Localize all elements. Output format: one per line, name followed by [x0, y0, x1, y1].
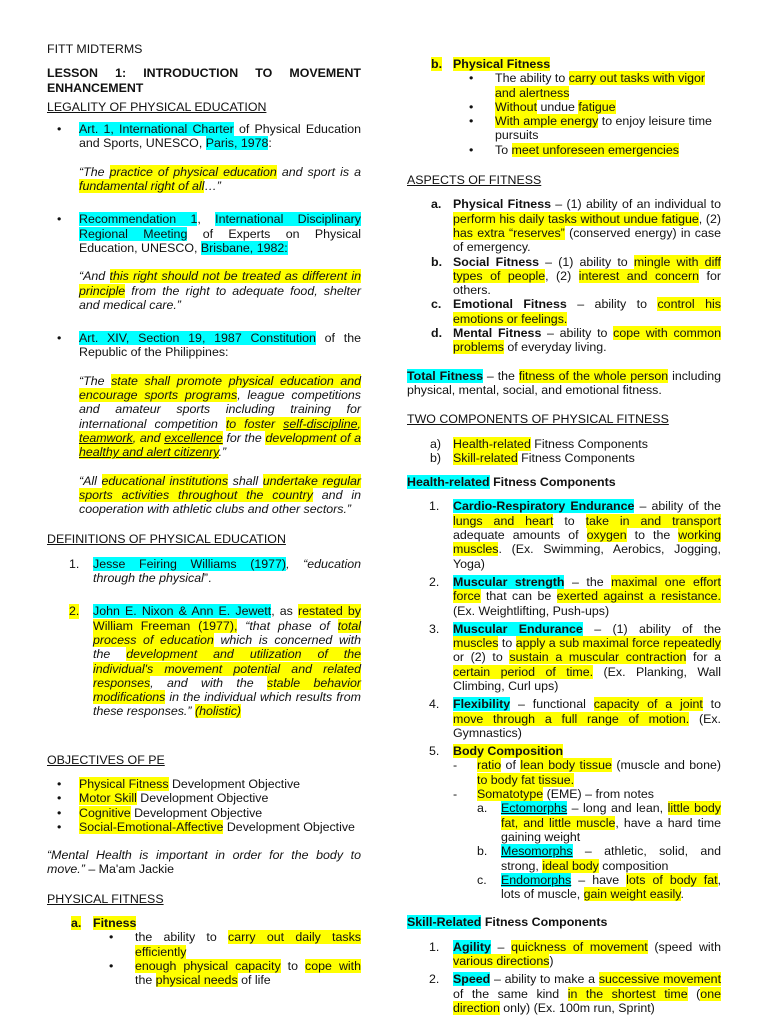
k2-5: ( [687, 986, 701, 1001]
s-b: b. [477, 844, 488, 859]
k1t: Agility [453, 939, 491, 954]
f1a: the ability to [135, 930, 229, 945]
dash-1: - [453, 758, 458, 773]
health-item-4 [407, 697, 721, 740]
charter-name: Art. 1, International Charter [79, 122, 234, 137]
h5t: Body Composition [453, 744, 564, 759]
k1-5: ) [549, 954, 554, 969]
q4c: shall [228, 473, 263, 488]
asp-b-t: Social Fitness [453, 254, 540, 269]
asp-b4: interest and concern [578, 268, 700, 283]
q3g: teamwork [79, 430, 133, 445]
component-b [407, 451, 721, 465]
pf-point-1 [407, 71, 721, 100]
k1-3: (speed with [647, 939, 721, 954]
i2e: Brisbane, 1982: [200, 240, 288, 255]
skill-item-2 [407, 972, 721, 1015]
comp-b2: Fitness Components [517, 450, 635, 465]
pf-label: b. [431, 57, 443, 71]
sr-n1: 1. [429, 939, 440, 954]
right-column [407, 57, 721, 1015]
d1b: , “education through the physical [93, 556, 361, 586]
sr-h-b: Fitness Components [481, 915, 608, 930]
h4-1: – functional [510, 697, 594, 712]
h3-2: muscles [453, 636, 499, 651]
left-column [47, 42, 361, 988]
skill-item-1 [407, 940, 721, 969]
q3h: , and [132, 430, 165, 445]
s3-3: lots of body fat [626, 872, 718, 887]
tf-c: fitness of the whole person [518, 368, 669, 383]
i3b: of the Republic of the Philippines: [79, 331, 361, 360]
d1a: Jesse Feiring Williams (1977) [93, 556, 287, 571]
s2-2: – athletic, solid, and strong, [501, 844, 721, 873]
h3-1: – (1) ability of the [582, 621, 722, 636]
bc2-2: (EME) – from notes [543, 787, 654, 802]
p3a: With ample energy [495, 114, 599, 129]
hr-h-a: Health-related [407, 475, 490, 490]
tf-a: Total Fitness [407, 368, 483, 383]
q4a: “All [79, 473, 102, 488]
h3-4: apply a sub maximal force repeatedly [515, 636, 721, 651]
o1b: Development Objective [168, 776, 301, 791]
comp-a-n: a) [430, 436, 442, 451]
somatotype-meso [407, 844, 721, 873]
hr-n5: 5. [429, 744, 440, 759]
body-comp-ratio [407, 758, 721, 787]
comp-b-n: b) [430, 450, 442, 465]
s1-1: Ectomorphs [501, 801, 568, 816]
component-a [407, 437, 721, 451]
comp-a1: Health-related [453, 436, 531, 451]
q1a: “The [79, 164, 110, 179]
h3-9: (Ex. Planking, Wall Climbing, Curl ups) [453, 664, 721, 693]
o4a: Social-Emotional-Affective [79, 819, 224, 834]
asp-a3: , (2) [698, 211, 721, 226]
two-components-heading: TWO COMPONENTS OF PHYSICAL FITNESS [407, 412, 669, 427]
h2t: Muscular strength [453, 574, 565, 589]
legality-quote-2 [47, 269, 361, 312]
physical-fitness-item [407, 57, 721, 71]
bc1-4: (muscle and bone) [611, 758, 721, 773]
d2e: total process of education [93, 618, 361, 647]
f2d: the [135, 973, 156, 988]
bc1-1: ratio [477, 758, 502, 773]
h3t: Muscular Endurance [453, 621, 583, 636]
objective-4 [47, 820, 361, 834]
s3-1: Endomorphs [501, 872, 572, 887]
o3a: Cognitive [79, 805, 131, 820]
s2-3: ideal body [542, 858, 599, 873]
h1-2: lungs and heart [453, 513, 554, 528]
f2b: to [280, 958, 306, 973]
q2b: this right should not be treated as different in principle [79, 269, 361, 298]
fitness-title: Fitness [93, 916, 137, 931]
h3-5: or (2) to [453, 650, 510, 665]
q3a: “The [79, 373, 112, 388]
i3a: Art. XIV, Section 19, 1987 Constitution [79, 331, 316, 346]
s1-3: little body fat, and little muscle [501, 801, 721, 830]
p3b: to enjoy leisure time pursuits [495, 114, 712, 143]
q1d: fundamental right of all [79, 179, 205, 194]
h3-3: to [498, 636, 516, 651]
tf-b: – the [482, 368, 519, 383]
q3k: development of a [265, 430, 361, 445]
legality-heading: LEGALITY OF PHYSICAL EDUCATION [47, 99, 267, 114]
q1b: practice of physical education [109, 164, 277, 179]
h1-8: working muscles [453, 528, 721, 557]
health-item-1 [407, 499, 721, 570]
q3f: , [357, 416, 361, 431]
pf-title: Physical Fitness [453, 57, 551, 71]
mental-health-quote [47, 848, 361, 877]
q3d: to foster [225, 416, 284, 431]
aspect-social [407, 255, 721, 298]
q4e: and in cooperation with athletic clubs and other sectors.” [79, 487, 361, 517]
pf-point-3 [407, 114, 721, 143]
legality-item-3 [47, 331, 361, 360]
k2-4: in the shortest time [567, 986, 688, 1001]
s2-4: composition [598, 858, 669, 873]
h1-9: . (Ex. Swimming, Aerobics, Jogging, Yoga) [453, 542, 721, 571]
s-a: a. [477, 801, 488, 816]
tf-d: including physical, mental, social, and emotional fitness. [407, 368, 721, 397]
dash-2: - [453, 787, 458, 802]
asp-c2: control his emotions or feelings. [453, 297, 721, 326]
def-num-1: 1. [69, 556, 80, 571]
p2b: undue [537, 99, 579, 114]
hr-h-b: Fitness Components [489, 475, 616, 490]
h2-2: maximal one effort force [453, 574, 721, 604]
asp-c-t: Emotional Fitness [453, 297, 567, 312]
doc-title: FITT MIDTERMS [47, 42, 143, 56]
q3c: , league competitions and amateur sports including training for international competition [79, 388, 361, 431]
q3b: state shall promote physical education and encourage sports programs [79, 373, 361, 403]
h3-8: certain period of time. [453, 664, 594, 679]
health-related-heading [407, 475, 721, 489]
legality-item-2 [47, 212, 361, 255]
somatotype-endo [407, 873, 721, 902]
aspect-mental [407, 326, 721, 355]
hr-n3: 3. [429, 621, 440, 636]
aspect-emotional [407, 297, 721, 326]
q3l: healthy and alert citizenry [79, 445, 219, 460]
s3-2: – have [571, 872, 627, 887]
pf-point-4 [407, 143, 721, 157]
o2a: Motor Skill [79, 791, 137, 806]
sr-h-a: Skill-Related [407, 915, 482, 930]
hr-n4: 4. [429, 697, 440, 712]
somatotype-ecto [407, 801, 721, 844]
k2-7: only) (Ex. 100m run, Sprint) [499, 1000, 655, 1015]
asp-d-n: d. [431, 326, 443, 341]
k1-4: various directions [453, 954, 550, 969]
definition-1 [47, 557, 361, 586]
fitness-item [47, 916, 361, 930]
h1-3: to [553, 513, 586, 528]
legality-quote-1 [47, 165, 361, 194]
p1b: carry out tasks with vigor and alertness [495, 71, 706, 100]
charter-place: Paris, 1978 [205, 136, 269, 151]
objective-3 [47, 806, 361, 820]
asp-c1: – ability to [566, 297, 658, 312]
h1-6: oxygen [586, 528, 627, 543]
h1-5: adequate amounts of [453, 528, 587, 543]
q4d: undertake regular sports activities throughout the country [79, 473, 361, 502]
h4-3: to [702, 697, 721, 712]
i2d: of Experts on Physical Education, UNESCO, [79, 226, 361, 255]
i2a: Recommendation 1 [79, 212, 198, 227]
legality-item-1 [47, 122, 361, 151]
asp-b-n: b. [431, 254, 443, 269]
fitness-label: a. [71, 916, 82, 931]
h1t: Cardio-Respiratory Endurance [453, 499, 635, 514]
h3-6: sustain a muscular contraction [509, 650, 687, 665]
q2c: from the right to adequate food, shelter and medical care.” [79, 283, 361, 312]
total-fitness [407, 369, 721, 398]
q4b: educational institutions [101, 473, 229, 488]
charter-colon: : [268, 136, 272, 151]
d1c: ”. [203, 571, 212, 586]
h2-5: (Ex. Weightlifting, Push-ups) [453, 603, 610, 618]
d2g: development and utilization of the individual's movement potential and related responses [93, 647, 362, 690]
d2j: in the individual which results from these responses.” [93, 690, 361, 719]
physical-fitness-heading: PHYSICAL FITNESS [47, 891, 164, 906]
q3i: excellence [164, 430, 223, 445]
comp-a2: Fitness Components [530, 436, 648, 451]
f2a: enough physical capacity [135, 958, 281, 973]
h2-4: exerted against a resistance. [556, 589, 721, 604]
p2a: Without [495, 99, 538, 114]
f2c: cope with [305, 958, 361, 973]
h1-7: to the [626, 528, 679, 543]
sr-n2: 2. [429, 972, 440, 987]
asp-b3: , (2) [545, 268, 579, 283]
d2k: (holistic) [194, 704, 242, 719]
d2b: , as [271, 604, 298, 619]
p2c: fatigue [578, 99, 616, 114]
q1c: and sport is a [276, 164, 361, 179]
d2h: , and with the [150, 675, 268, 690]
asp-b2: mingle with diff types of people [453, 254, 721, 283]
p4a: To [495, 142, 512, 157]
q3m: .” [218, 445, 227, 460]
s2-1: Mesomorphs [501, 844, 573, 859]
s1-4: , have a hard time gaining weight [501, 815, 721, 844]
objective-2 [47, 791, 361, 805]
q3j: for the [222, 430, 266, 445]
bc1-3: lean body tissue [520, 758, 612, 773]
d2a: John E. Nixon & Ann E. Jewett [93, 604, 272, 619]
s3-4: , lots of muscle, [501, 872, 721, 902]
s-c: c. [477, 872, 487, 887]
hr-n2: 2. [429, 574, 440, 589]
bc2-1: Somatotype [477, 787, 544, 802]
i2c: International Disciplinary Regional Meeting [79, 212, 361, 241]
k2-3: of the same kind [453, 986, 568, 1001]
k2-6: one direction [453, 986, 721, 1015]
s3-5: gain weight easily [583, 887, 681, 902]
f1b: carry out daily tasks efficiently [135, 930, 361, 959]
mhq-a: “Mental Health is important in order for the body to move.” [47, 848, 361, 877]
asp-d2: cope with common problems [453, 326, 721, 355]
p4b: meet unforeseen emergencies [511, 142, 679, 157]
h4-4: move through a full range of motion. [453, 711, 690, 726]
asp-b5: for others. [453, 268, 721, 298]
k2t: Speed [453, 972, 491, 987]
f2e: physical needs [155, 973, 238, 988]
asp-b1: – (1) ability to [539, 254, 634, 269]
legality-quote-3 [47, 374, 361, 460]
asp-a5: (conserved energy) in case of emergency. [453, 225, 721, 255]
body-comp-somatotype [407, 787, 721, 801]
objectives-heading: OBJECTIVES OF PE [47, 752, 165, 767]
asp-a-t: Physical Fitness [453, 197, 551, 212]
aspects-heading: ASPECTS OF FITNESS [407, 173, 542, 188]
mhq-b: – Ma'am Jackie [84, 862, 175, 877]
definitions-heading: DEFINITIONS OF PHYSICAL EDUCATION [47, 532, 286, 547]
asp-c-n: c. [431, 297, 442, 312]
o1a: Physical Fitness [79, 776, 169, 791]
comp-b1: Skill-related [453, 450, 518, 465]
d2i: stable behavior modifications [93, 675, 361, 705]
aspect-physical [407, 197, 721, 254]
objective-1 [47, 777, 361, 791]
health-item-3 [407, 622, 721, 693]
o4b: Development Objective [223, 819, 355, 834]
h4-5: (Ex. Gymnastics) [453, 711, 721, 740]
q1e: …” [204, 179, 221, 194]
bc1-2: of [501, 758, 521, 773]
h2-3: that can be [480, 589, 557, 604]
pf-point-2 [407, 100, 721, 114]
asp-a-n: a. [431, 197, 442, 212]
health-item-2 [407, 575, 721, 618]
charter-desc: of Physical Education and Sports, UNESCO, [79, 122, 361, 151]
bc1-5: to body fat tissue. [477, 772, 575, 787]
legality-quote-4 [47, 474, 361, 517]
o2b: Development Objective [136, 791, 269, 806]
q2a: “And [79, 269, 110, 284]
d2c: restated by William Freeman (1977), [93, 604, 361, 633]
k1-1: – [490, 939, 512, 954]
asp-d-t: Mental Fitness [453, 326, 542, 341]
h1-1: – ability of the [634, 499, 721, 514]
s3-6: . [680, 887, 684, 902]
f2f: of life [237, 973, 271, 988]
lesson-title: LESSON 1: INTRODUCTION TO MOVEMENT ENHANCEMENT [47, 66, 361, 95]
asp-d1: – ability to [541, 326, 614, 341]
q3e: self-discipline [283, 416, 358, 431]
h3-7: for a [686, 650, 722, 665]
asp-a4: has extra “reserves” [453, 225, 565, 240]
k1-2: quickness of movement [511, 939, 648, 954]
health-item-5 [407, 744, 721, 758]
h1-4: take in and transport [585, 513, 721, 528]
fitness-point-1 [47, 930, 361, 959]
h4t: Flexibility [453, 697, 511, 712]
definition-2 [47, 604, 361, 718]
k2-1: – ability to make a [490, 972, 599, 987]
h2-1: – the [564, 574, 612, 589]
def-num-2: 2. [69, 604, 80, 619]
skill-related-heading [407, 915, 721, 929]
asp-d3: of everyday living. [503, 340, 607, 355]
h4-2: capacity of a joint [593, 697, 703, 712]
o3b: Development Objective [130, 805, 263, 820]
hr-n1: 1. [429, 499, 440, 514]
k2-2: successive movement [598, 972, 722, 987]
p1a: The ability to [495, 71, 569, 86]
d2d: “that phase of [237, 618, 338, 633]
i2b: , [197, 212, 216, 227]
asp-a2: perform his daily tasks without undue fatigue [453, 211, 699, 226]
d2f: which is concerned with the [93, 632, 361, 662]
fitness-point-2 [47, 959, 361, 988]
s1-2: – long and lean, [567, 801, 668, 816]
asp-a1: – (1) ability of an individual to [550, 197, 721, 212]
